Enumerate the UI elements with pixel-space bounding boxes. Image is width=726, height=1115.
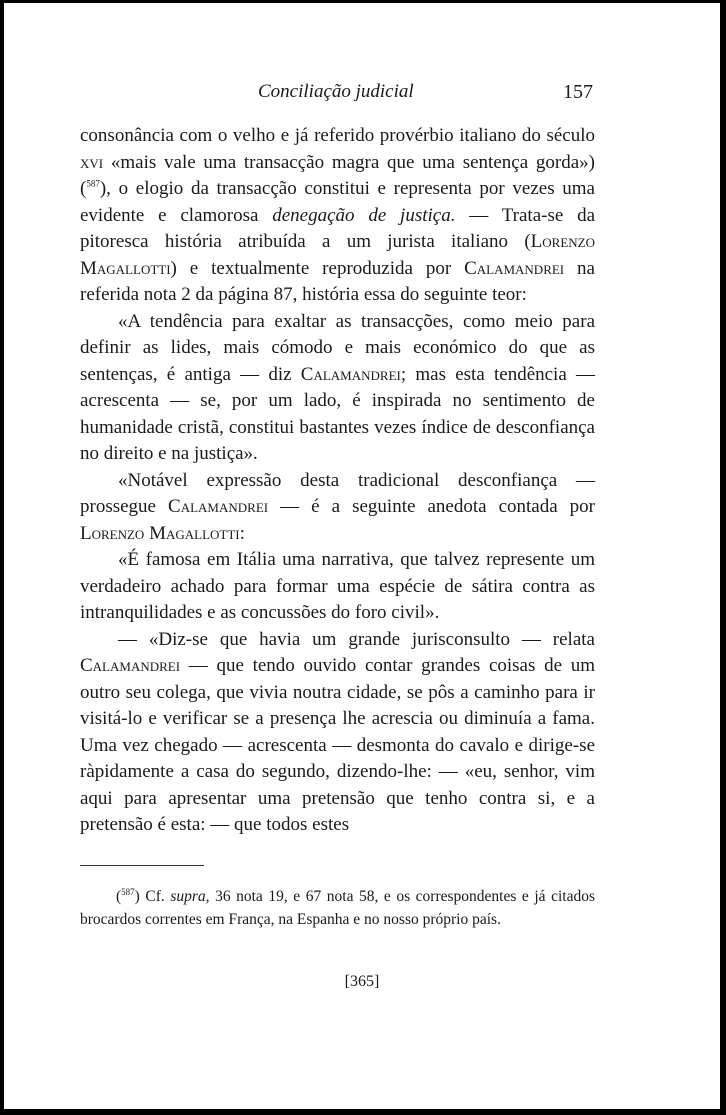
paragraph-1: consonância com o velho e já referido provérbio italiano do século xvi «mais vale uma transacção magra que uma sentença gorda») ($^{587}$), o elogio da transacção constitui e representa por vezes uma evidente e clamorosa denegação de justiça. — Trata-se da pitoresca história atribuída a um jurista italiano (Lorenzo Magallotti) e textualmente reproduzida por Calamandrei na referida nota 2 da página 87, história essa do seguinte teor: bbox=[80, 125, 596, 305]
footnote-marker: 587 bbox=[121, 886, 135, 897]
footnote-reference: 587 bbox=[86, 178, 100, 189]
paragraph-2: «A tendência para exaltar as transacções, como meio para definir as lides, mais cómodo e mais económico do que as sentenças, é antiga — diz Calamandrei; mas esta tendência — acrescenta — se, por um lado, é inspirada no sentimento de humanidade cristã, constitui bastantes vezes índice de desconfiança no direito e na justiça». bbox=[80, 310, 596, 464]
book-page bbox=[4, 3, 720, 1109]
body-text bbox=[80, 123, 595, 839]
page-number: 157 bbox=[563, 81, 593, 103]
footnote-rule bbox=[80, 865, 204, 866]
paragraph-4: «É famosa em Itália uma narrativa, que talvez represente um verdadeiro achado para formar uma espécie de sátira contra as intranquilidades e as concussões do foro civil». bbox=[80, 549, 595, 623]
running-title: Conciliação judicial bbox=[258, 81, 414, 102]
paragraph-3: «Notável expressão desta tradicional desconfiança — prossegue Calamandrei — é a seguinte anedota contada por Lorenzo Magallotti: bbox=[80, 469, 596, 544]
paragraph-5: — «Diz-se que havia um grande jurisconsulto — relata Calamandrei — que tendo ouvido contar grandes coisas de um outro seu colega, que vivia noutra cidade, se pôs a caminho para ir visitá-lo e verificar se a presença lhe acrescia ou diminuía a fama. Uma vez chegado — acrescenta — desmonta do cavalo e dirige-se ràpidamente a casa do segundo, dizendo-lhe: — «eu, senhor, vim aqui para apresentar uma pretensão que tenho contra si, e a pretensão é esta: — que todos estes bbox=[80, 628, 595, 835]
footnote-587: ($^{587}$) Cf. supra, 36 nota 19, e 67 nota 58, e os correspondentes e já citados brocardos correntes em França, na Espanha e no nosso próprio país. bbox=[80, 886, 595, 928]
page-header bbox=[4, 81, 720, 107]
sheet-number: [365] bbox=[344, 973, 380, 990]
footnotes bbox=[80, 885, 595, 931]
